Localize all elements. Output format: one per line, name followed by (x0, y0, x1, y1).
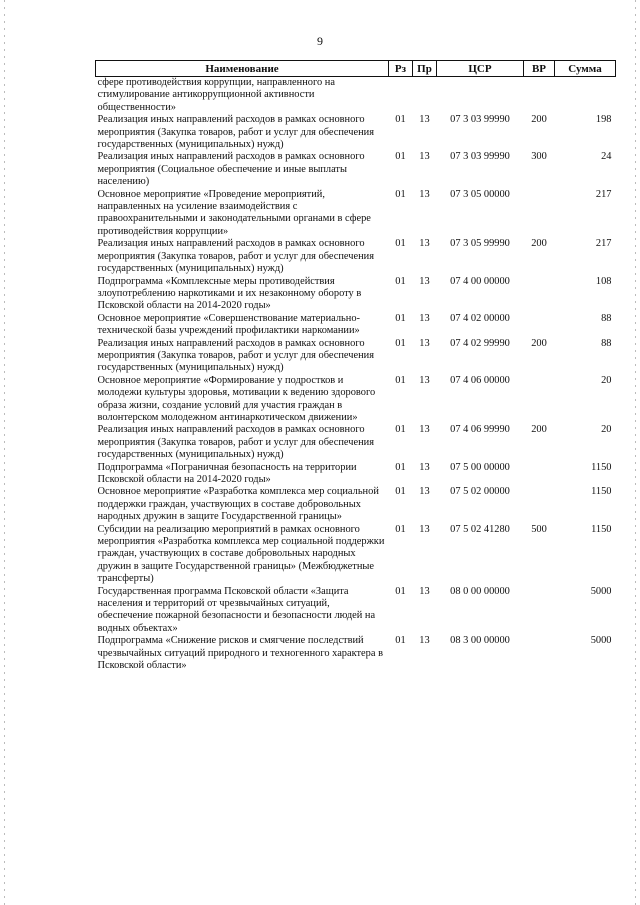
cell-sum: 5000 (590, 635, 612, 647)
cell-name: Основное мероприятие «Формирование у подростков и молодежи культуры здоровья, мотивации к ведению здорового образа жизни, создание условий для участия граждан в волонтерском молодежном антинаркотическом движении» (97, 374, 376, 423)
table-row (96, 524, 616, 586)
cell-csr: 07 4 00 00000 (450, 275, 510, 287)
table-row (96, 313, 616, 338)
cell-vr (524, 586, 555, 636)
page-number: 9 (317, 34, 323, 48)
header-csr: ЦСР (437, 61, 524, 77)
header-vr: ВР (524, 61, 555, 77)
table-row (96, 635, 616, 672)
budget-table (95, 60, 615, 673)
cell-vr (524, 635, 555, 672)
cell-pr (413, 77, 437, 115)
cell-pr: 13 (419, 374, 430, 386)
cell-rz: 01 (395, 585, 406, 597)
cell-rz: 01 (395, 374, 406, 386)
cell-pr: 13 (419, 635, 430, 647)
cell-rz: 01 (395, 188, 406, 200)
cell-csr: 07 4 02 99990 (450, 337, 510, 349)
cell-sum: 1150 (591, 523, 612, 535)
cell-rz: 01 (395, 312, 406, 324)
cell-rz: 01 (395, 151, 406, 163)
cell-csr (437, 77, 524, 115)
cell-csr: 08 3 00 00000 (450, 635, 510, 647)
table-row (96, 462, 616, 487)
cell-sum: 217 (595, 238, 612, 250)
table-row (96, 114, 616, 151)
cell-csr: 08 0 00 00000 (450, 585, 510, 597)
cell-pr: 13 (419, 424, 430, 436)
cell-csr: 07 5 02 00000 (450, 486, 510, 498)
cell-sum: 1150 (591, 486, 612, 498)
cell-sum: 198 (595, 114, 612, 126)
cell-rz: 01 (395, 275, 406, 287)
cell-name: Субсидии на реализацию мероприятий в рамках основного мероприятия «Разработка комплекса мер социальной поддержки граждан, участвующих в составе добровольных народных дружин в защите Государственной границы» (Межбюджетные трансферты) (97, 523, 385, 585)
cell-rz: 01 (395, 114, 406, 126)
cell-pr: 13 (419, 337, 430, 349)
cell-vr: 300 (531, 151, 547, 163)
cell-sum: 20 (601, 424, 612, 436)
cell-rz: 01 (395, 486, 406, 498)
cell-rz: 01 (395, 337, 406, 349)
cell-csr: 07 3 05 00000 (450, 188, 510, 200)
cell-rz: 01 (395, 523, 406, 535)
cell-rz (389, 77, 413, 115)
cell-vr (524, 486, 555, 523)
cell-name: Реализация иных направлений расходов в рамках основного мероприятия (Закупка товаров, работ и услуг для обеспечения государственных (муниципальных) нужд) (97, 238, 374, 275)
cell-name: Реализация иных направлений расходов в рамках основного мероприятия (Закупка товаров, работ и услуг для обеспечения государственных (муниципальных) нужд) (97, 337, 374, 374)
cell-pr: 13 (419, 461, 430, 473)
right-scan-edge (635, 0, 636, 905)
header-sum: Сумма (555, 61, 616, 77)
cell-rz: 01 (395, 238, 406, 250)
cell-vr: 200 (531, 424, 547, 436)
cell-vr (524, 77, 555, 115)
cell-vr (524, 189, 555, 239)
cell-csr: 07 5 00 00000 (450, 461, 510, 473)
cell-csr: 07 5 02 41280 (450, 523, 510, 535)
cell-pr: 13 (419, 151, 430, 163)
cell-pr: 13 (419, 585, 430, 597)
cell-csr: 07 4 02 00000 (450, 312, 510, 324)
cell-vr (524, 313, 555, 338)
cell-csr: 07 3 05 99990 (450, 238, 510, 250)
table-row (96, 238, 616, 275)
cell-pr: 13 (419, 114, 430, 126)
cell-sum: 88 (601, 312, 612, 324)
cell-csr: 07 4 06 00000 (450, 374, 510, 386)
cell-name: Реализация иных направлений расходов в рамках основного мероприятия (Закупка товаров, работ и услуг для обеспечения государственных (муниципальных) нужд) (97, 424, 374, 461)
cell-sum: 20 (601, 374, 612, 386)
cell-vr: 200 (531, 238, 547, 250)
cell-rz: 01 (395, 461, 406, 473)
cell-vr (524, 375, 555, 425)
table-row (96, 276, 616, 313)
cell-vr: 200 (531, 114, 547, 126)
cell-pr: 13 (419, 238, 430, 250)
table-row (96, 586, 616, 636)
table-row (96, 424, 616, 461)
header-pr: Пр (413, 61, 437, 77)
cell-vr: 500 (531, 523, 547, 535)
table-row (96, 151, 616, 188)
cell-sum: 108 (595, 275, 612, 287)
table-header-row (96, 61, 616, 77)
cell-pr: 13 (419, 523, 430, 535)
cell-name: сфере противодействия коррупции, направленного на стимулирование антикоррупционной активности общественности» (97, 77, 335, 113)
cell-pr: 13 (419, 312, 430, 324)
cell-sum: 5000 (590, 585, 612, 597)
cell-csr: 07 4 06 99990 (450, 424, 510, 436)
cell-name: Основное мероприятие «Совершенствование материально-технической базы учреждений профилактики наркомании» (97, 312, 360, 337)
cell-vr (524, 276, 555, 313)
cell-sum: 24 (601, 151, 612, 163)
cell-name: Государственная программа Псковской области «Защита населения и территорий от чрезвычайных ситуаций, обеспечение пожарной безопасности и безопасности людей на водных объектах» (97, 585, 376, 634)
cell-sum: 88 (601, 337, 612, 349)
cell-name: Подпрограмма «Комплексные меры противодействия злоупотреблению наркотиками и их незаконному обороту в Псковской области на 2014-2020 годы» (97, 275, 362, 312)
cell-pr: 13 (419, 188, 430, 200)
cell-pr: 13 (419, 275, 430, 287)
cell-name: Подпрограмма «Снижение рисков и смягчение последствий чрезвычайных ситуаций природного и техногенного характера в Псковской области» (97, 635, 383, 672)
cell-name: Реализация иных направлений расходов в рамках основного мероприятия (Закупка товаров, работ и услуг для обеспечения государственных (муниципальных) нужд) (97, 114, 374, 151)
table-row (96, 375, 616, 425)
cell-vr (524, 462, 555, 487)
cell-name: Основное мероприятие «Разработка комплекса мер социальной поддержки граждан, участвующих в составе добровольных народных дружин в защите Государственной границы» (97, 486, 379, 523)
cell-rz: 01 (395, 424, 406, 436)
header-name: Наименование (96, 61, 389, 77)
cell-csr: 07 3 03 99990 (450, 151, 510, 163)
cell-pr: 13 (419, 486, 430, 498)
cell-rz: 01 (395, 635, 406, 647)
table-row (96, 77, 616, 115)
table-row (96, 189, 616, 239)
cell-sum (555, 77, 616, 115)
cell-sum: 1150 (591, 461, 612, 473)
table-row (96, 338, 616, 375)
left-scan-edge (4, 0, 5, 905)
cell-csr: 07 3 03 99990 (450, 114, 510, 126)
header-rz: Рз (389, 61, 413, 77)
cell-vr: 200 (531, 337, 547, 349)
cell-name: Подпрограмма «Пограничная безопасность на территории Псковской области на 2014-2020 годы» (97, 461, 357, 485)
cell-name: Основное мероприятие «Проведение мероприятий, направленных на усиление взаимодействия с правоохранительными и законодательными органами в сфере противодействия коррупции» (97, 188, 371, 237)
cell-name: Реализация иных направлений расходов в рамках основного мероприятия (Социальное обеспечение и иные выплаты населению) (97, 151, 365, 188)
cell-sum: 217 (595, 188, 612, 200)
table-row (96, 486, 616, 523)
